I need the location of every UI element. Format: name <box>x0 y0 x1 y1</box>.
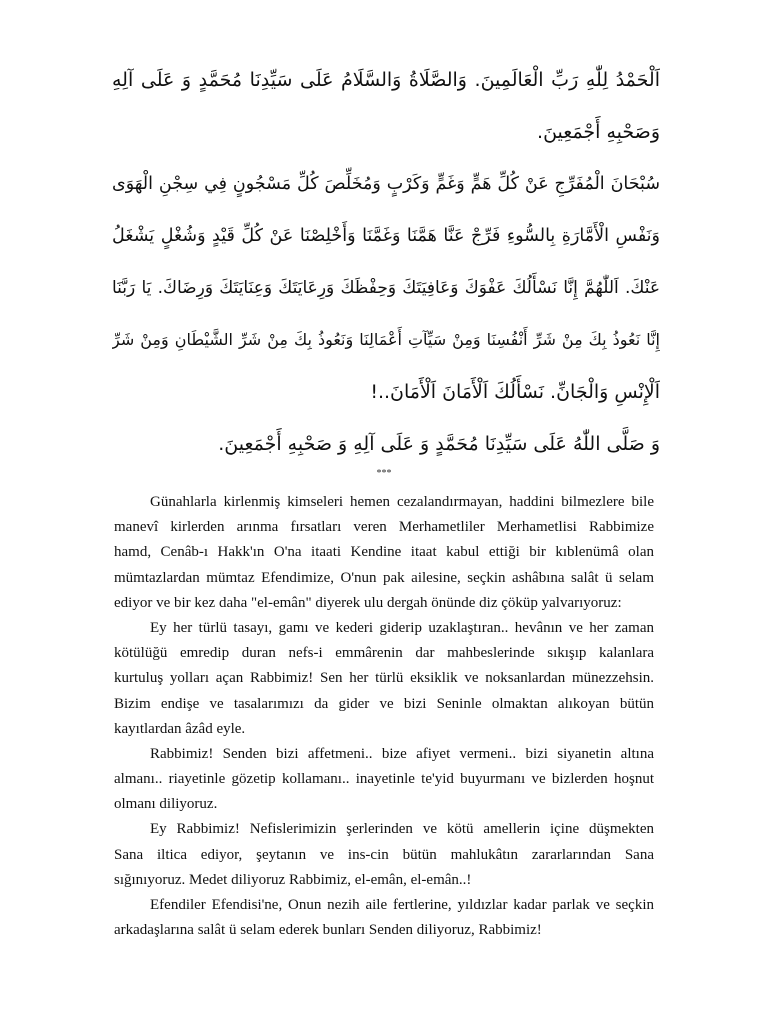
arabic-prayer-text <box>112 54 660 470</box>
arabic-line-6: إِنَّا نَعُوذُ بِكَ مِنْ شَرِّ أَنْفُسِنَا وَمِنْ سَيِّآتِ أَعْمَالِنَا وَنَعُوذُ بِكَ مِنْ شَرِّ الشَّيْطَانِ وَمِنْ شَرِّ <box>112 330 660 349</box>
arabic-line-8: وَ صَلَّى اللّٰهُ عَلَى سَيِّدِنَا مُحَمَّدٍ وَ عَلَى آلِهِ وَ صَحْبِهِ أَجْمَعِينَ. <box>218 433 660 455</box>
arabic-line-1: اَلْحَمْدُ لِلّٰهِ رَبِّ الْعَالَمِينَ. وَالصَّلَاةُ وَالسَّلَامُ عَلَى سَيِّدِنَا مُحَمَّدٍ وَ عَلَى آلِهِ <box>112 69 660 91</box>
turkish-line-14: Ey Rabbimiz! Nefislerimizin şerlerinden ve kötü amellerin içine düşmekten <box>150 821 654 838</box>
turkish-line-12: almanı.. riayetinle gözetip kollamanı.. inayetinle te'yid buyurmanı ve bizlerden hoşnut <box>114 771 654 788</box>
turkish-line-13: olmanı diliyoruz. <box>114 796 218 813</box>
turkish-line-2: manevî kirlerden arınma fırsatları veren Merhametliler Merhametlisi Rabbimize <box>114 519 654 536</box>
arabic-line-2: وَصَحْبِهِ أَجْمَعِينَ. <box>537 121 660 143</box>
turkish-line-5: ediyor ve bir kez daha "el-emân" diyerek ulu dergah önünde diz çöküp yalvarıyoruz: <box>114 594 622 611</box>
arabic-line-3: سُبْحَانَ الْمُفَرِّجِ عَنْ كُلِّ هَمٍّ وَغَمٍّ وَكَرْبٍ وَمُخَلِّصَ كُلِّ مَسْجُونٍ فِي سِجْنِ الْهَوَى <box>112 174 660 194</box>
turkish-translation-text <box>114 490 654 943</box>
arabic-line-5: عَنْكَ. اَللّٰهُمَّ إِنَّا نَسْأَلُكَ عَفْوَكَ وَعَافِيَتَكَ وَحِفْظَكَ وَرِعَايَتَكَ وَعِنَايَتَكَ وَرِضَاكَ. يَا رَبَّنَا <box>112 278 660 298</box>
turkish-line-4: mümtazlardan mümtaz Efendimize, O'nun pak ailesine, seçkin ashâbına salât ü selam <box>114 569 654 586</box>
turkish-line-10: kayıtlardan âzâd eyle. <box>114 720 246 737</box>
turkish-line-8: kurtuluş yolları açan Rabbimiz! Sen her türlü eksiklik ve noksanlardan münezzehsin. <box>114 670 654 687</box>
turkish-line-15: Sana iltica ediyor, şeytanın ve ins-cin bütün mahlukâtın zararlarından Sana <box>114 846 654 863</box>
turkish-line-16: sığınıyoruz. Medet diliyoruz Rabbimiz, el-emân, el-emân..! <box>114 871 472 888</box>
turkish-line-17: Efendiler Efendisi'ne, Onun nezih aile fertlerine, yıldızlar kadar parlak ve seçkin <box>150 897 654 913</box>
turkish-line-3: hamd, Cenâb-ı Hakk'ın O'na itaati Kendine itaat kabul ettiği bir kıblenümâ olan <box>114 544 654 561</box>
turkish-line-7: kötülüğü emredip duran nefs-i emmârenin dar mahbeslerinde sıkışıp kalanlara <box>114 645 654 662</box>
arabic-line-4: وَنَفْسِ الْأَمَّارَةِ بِالسُّوءِ فَرِّجْ عَنَّا هَمَّنَا وَغَمَّنَا وَأَخْلِصْنَا عَنْ كُلِّ قَيْدٍ وَشُغْلٍ يَشْغَلُ <box>112 226 660 246</box>
turkish-line-11: Rabbimiz! Senden bizi affetmeni.. bize afiyet vermeni.. bizi siyanetin altına <box>150 745 654 762</box>
turkish-line-6: Ey her türlü tasayı, gamı ve kederi giderip uzaklaştıran.. hevânın ve her zaman <box>150 619 654 636</box>
turkish-line-18: arkadaşlarına salât ü selam ederek bunları Senden diliyoruz, Rabbimiz! <box>114 922 542 939</box>
turkish-line-1: Günahlarla kirlenmiş kimseleri hemen cezalandırmayan, haddini bilmezlere bile <box>150 494 654 510</box>
turkish-line-9: Bizim endişe ve tasalarımızı da gider ve bizi Seninle olmaktan alıkoyan bütün <box>114 695 654 712</box>
arabic-line-7: اَلْإِنْسِ وَالْجَانِّ. نَسْأَلُكَ اَلْأَمَانَ اَلْأَمَانَ..! <box>370 381 660 403</box>
section-separator: *** <box>376 468 392 479</box>
